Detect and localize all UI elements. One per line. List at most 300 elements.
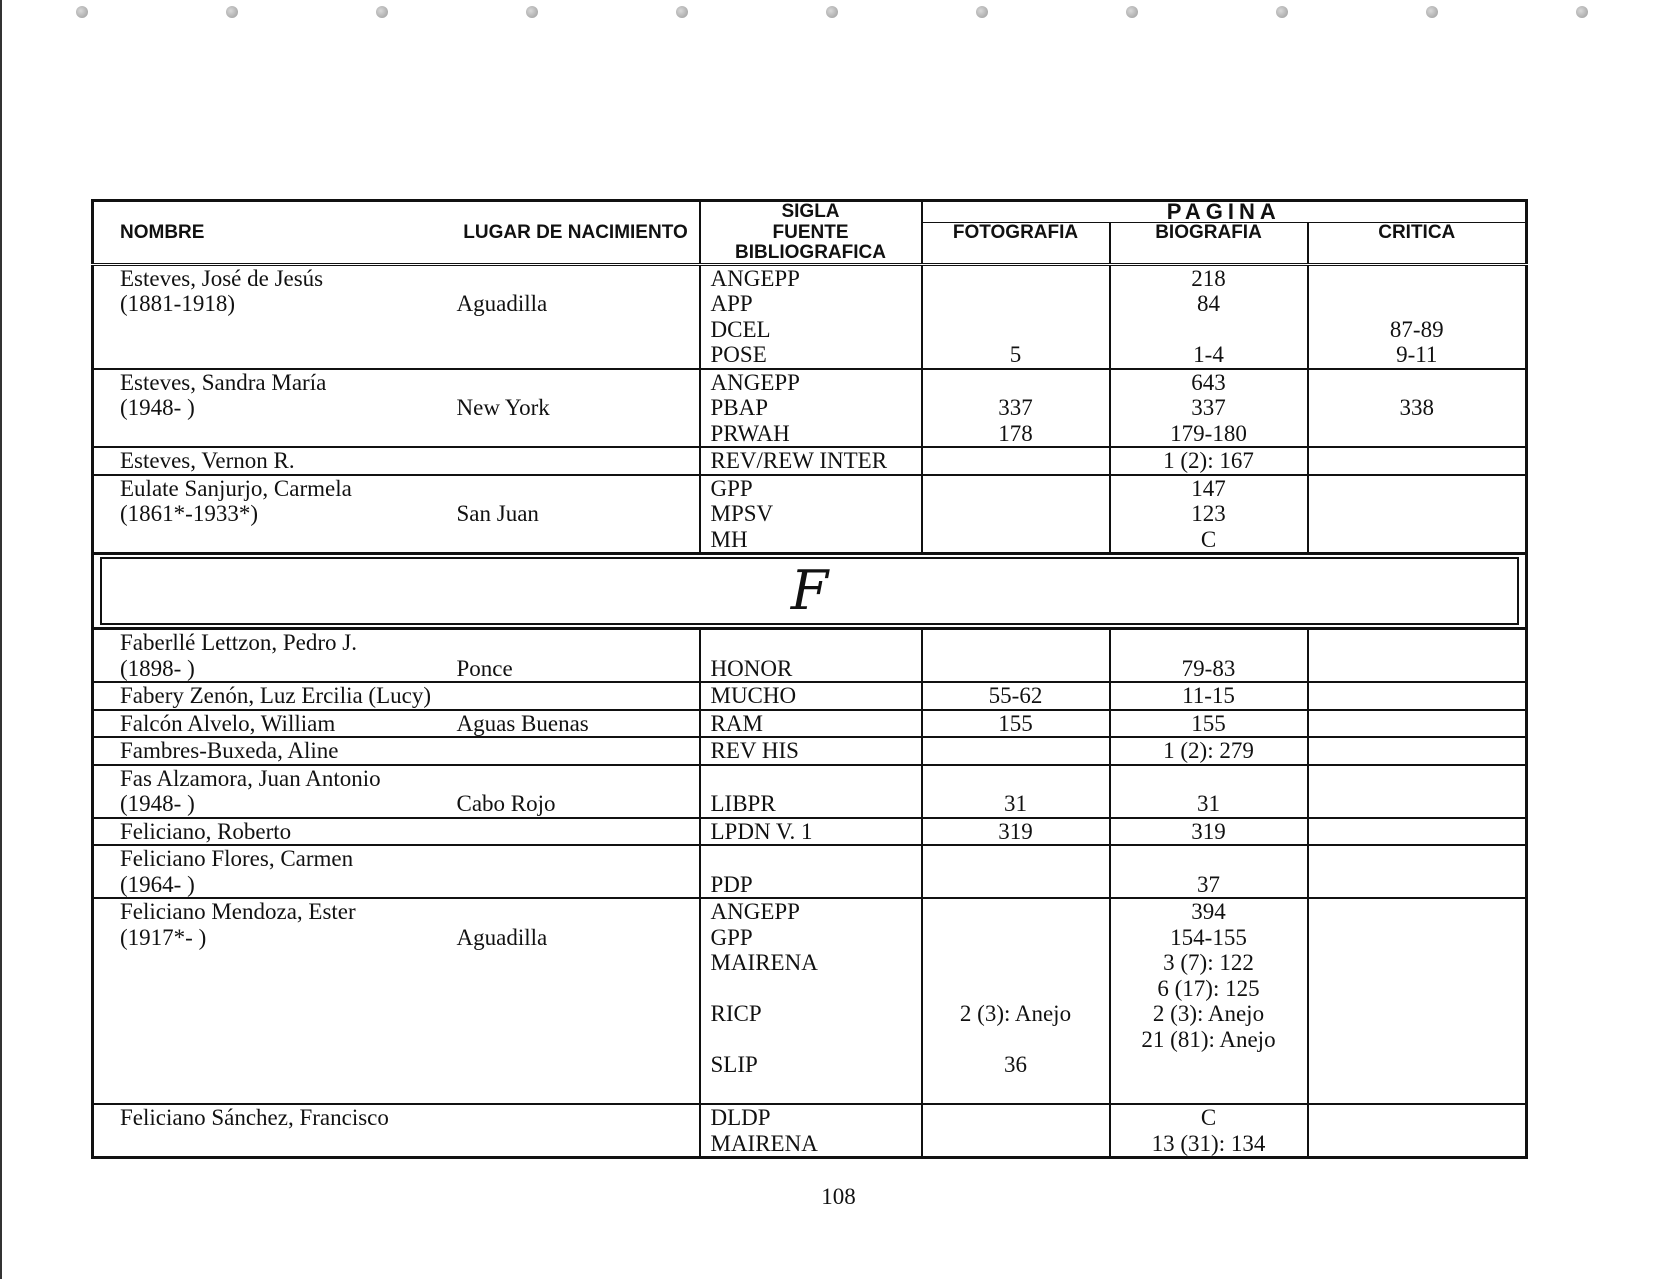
binder-hole: [826, 6, 838, 18]
foto-line: 319: [998, 818, 1033, 844]
bio-line: 2 (3): Anejo: [1152, 1001, 1265, 1026]
critica-line: [1313, 683, 1522, 709]
lugar-line: New York: [456, 395, 550, 420]
foto-line: 155: [998, 710, 1033, 736]
sigla-line: [711, 630, 917, 656]
nombre-line: Fas Alzamora, Juan Antonio: [120, 765, 381, 791]
lugar-line: [457, 342, 695, 368]
table-row: [93, 629, 1527, 683]
sigla-line: [711, 846, 917, 872]
cell-sigla: [700, 447, 922, 475]
cell-bio: [1110, 682, 1308, 710]
critica-line: [1313, 656, 1522, 682]
foto-line: [927, 738, 1105, 764]
cell-foto: [922, 682, 1110, 710]
sigla-line: ANGEPP: [710, 899, 800, 924]
bio-line: 21 (81): Anejo: [1141, 1026, 1276, 1052]
nombre-line: [120, 1027, 449, 1053]
nombre-line: [120, 527, 449, 553]
table-row: [93, 682, 1527, 710]
bio-line: 1-4: [1193, 342, 1224, 367]
sigla-line: REV HIS: [710, 738, 799, 763]
critica-line: [1313, 711, 1522, 737]
nombre-line: Esteves, José de Jesús: [120, 265, 324, 291]
cell-critica: [1308, 1104, 1527, 1158]
critica-line: [1313, 421, 1522, 447]
sigla-line: MUCHO: [710, 683, 797, 708]
cell-bio: [1110, 629, 1308, 683]
cell-foto: [922, 629, 1110, 683]
nombre-line: (1881-1918): [120, 291, 235, 316]
cell-lugar: [453, 629, 700, 683]
sigla-line: REV/REW INTER: [710, 448, 888, 473]
lugar-line: [457, 527, 695, 553]
binder-hole: [1276, 6, 1288, 18]
critica-line: [1313, 1052, 1522, 1078]
lugar-line: [457, 448, 695, 474]
bio-line: 37: [1197, 871, 1220, 897]
nombre-line: Eulate Sanjurjo, Carmela: [120, 475, 352, 501]
table-row: [93, 710, 1527, 738]
foto-line: [927, 1078, 1105, 1104]
sigla-line: MAIRENA: [710, 1130, 818, 1156]
critica-line: [1313, 950, 1522, 976]
binder-hole: [676, 6, 688, 18]
sigla-line: RAM: [710, 710, 763, 736]
bio-line: 6 (17): 125: [1157, 975, 1260, 1001]
foto-line: [927, 266, 1105, 292]
sigla-header: SIGLA: [700, 201, 922, 223]
binder-hole: [76, 6, 88, 18]
binder-hole: [1576, 6, 1588, 18]
foto-line: [927, 950, 1105, 976]
cell-sigla: [700, 818, 922, 846]
cell-nombre: [93, 629, 453, 683]
cell-lugar: [453, 682, 700, 710]
critica-line: [1313, 476, 1522, 502]
critica-line: [1313, 899, 1522, 925]
cell-lugar: [453, 737, 700, 765]
cell-bio: [1110, 845, 1308, 898]
binder-hole: [1126, 6, 1138, 18]
foto-line: [927, 1027, 1105, 1053]
critica-line: [1313, 846, 1522, 872]
cell-nombre: [93, 475, 453, 554]
critica-line: 87-89: [1389, 316, 1444, 342]
cell-critica: [1308, 264, 1527, 369]
lugar-line: [457, 1052, 695, 1078]
nombre-line: [120, 950, 449, 976]
cell-nombre: [93, 765, 453, 818]
binder-hole: [526, 6, 538, 18]
foto-line: [927, 1131, 1105, 1157]
cell-bio: [1110, 264, 1308, 369]
foto-line: [927, 501, 1105, 527]
pagina-header: PAGINA: [922, 201, 1527, 223]
critica-line: 9-11: [1396, 342, 1438, 367]
cell-critica: [1308, 845, 1527, 898]
page-edge-rule: [0, 0, 2, 1279]
foto-line: 337: [998, 395, 1033, 420]
lugar-line: [457, 421, 695, 447]
bio-line: [1115, 1052, 1303, 1078]
cell-nombre: [93, 1104, 453, 1158]
table-row: [93, 898, 1527, 1104]
critica-line: [1313, 1105, 1522, 1131]
critica-line: [1313, 1027, 1522, 1053]
sigla-line: GPP: [710, 475, 753, 501]
sigla-line: DCEL: [710, 316, 771, 342]
critica-line: [1313, 819, 1522, 845]
table-row: [93, 818, 1527, 846]
table-row: [93, 845, 1527, 898]
cell-critica: [1308, 765, 1527, 818]
bio-line: 11-15: [1182, 683, 1235, 708]
foto-line: 2 (3): Anejo: [959, 1001, 1072, 1026]
cell-nombre: [93, 737, 453, 765]
cell-foto: [922, 818, 1110, 846]
sigla-line: DLDP: [710, 1105, 771, 1130]
critica-line: [1313, 872, 1522, 898]
binder-hole: [226, 6, 238, 18]
lugar-line: [457, 1131, 695, 1157]
foto-line: 36: [1004, 1052, 1027, 1077]
cell-sigla: [700, 1104, 922, 1158]
bio-line: 79-83: [1181, 655, 1236, 681]
cell-foto: [922, 898, 1110, 1104]
bio-line: [1115, 630, 1303, 656]
bio-line: 147: [1191, 475, 1226, 501]
nombre-line: [120, 317, 449, 343]
cell-sigla: [700, 765, 922, 818]
cell-nombre: [93, 818, 453, 846]
lugar-line: [457, 846, 695, 872]
nombre-line: [120, 421, 449, 447]
lugar-line: San Juan: [456, 501, 539, 526]
cell-critica: [1308, 629, 1527, 683]
foto-line: 55-62: [988, 683, 1043, 708]
sigla-line: PBAP: [710, 395, 769, 420]
sigla-line: MPSV: [710, 501, 774, 526]
biografia-header: BIOGRAFIA: [1110, 223, 1308, 265]
bio-line: [1115, 317, 1303, 343]
nombre-line: Esteves, Vernon R.: [120, 448, 295, 473]
critica-line: [1313, 370, 1522, 396]
cell-foto: [922, 447, 1110, 475]
foto-line: [927, 630, 1105, 656]
header-row-top: [93, 201, 1527, 223]
critica-line: [1313, 266, 1522, 292]
nombre-line: Feliciano Sánchez, Francisco: [120, 1105, 389, 1130]
sigla-line: PRWAH: [710, 420, 790, 446]
bio-line: 319: [1191, 818, 1226, 844]
nombre-line: [120, 976, 449, 1002]
cell-sigla: [700, 710, 922, 738]
bio-line: [1115, 846, 1303, 872]
cell-nombre: [93, 369, 453, 448]
foto-line: [927, 291, 1105, 317]
lugar-line: [457, 1078, 695, 1104]
bio-line: 218: [1191, 265, 1226, 291]
cell-bio: [1110, 710, 1308, 738]
cell-sigla: [700, 682, 922, 710]
sigla-line: LIBPR: [710, 791, 776, 816]
foto-line: [927, 370, 1105, 396]
cell-sigla: [700, 845, 922, 898]
header-row-bottom: [93, 223, 1527, 265]
critica-line: [1313, 1131, 1522, 1157]
cell-bio: [1110, 737, 1308, 765]
bio-line: 1 (2): 279: [1163, 738, 1254, 763]
cell-sigla: [700, 369, 922, 448]
critica-line: [1313, 1078, 1522, 1104]
cell-sigla: [700, 737, 922, 765]
critica-line: [1313, 527, 1522, 553]
nombre-line: Esteves, Sandra María: [120, 369, 327, 395]
bio-line: 3 (7): 122: [1163, 950, 1254, 975]
sigla-line: [711, 976, 917, 1002]
nombre-line: Fabery Zenón, Luz Ercilia (Lucy): [120, 683, 432, 708]
lugar-line: Ponce: [456, 655, 513, 681]
cell-nombre: [93, 682, 453, 710]
table-row: [93, 475, 1527, 554]
lugar-line: Aguadilla: [456, 291, 548, 316]
critica-line: [1313, 738, 1522, 764]
critica-line: [1313, 630, 1522, 656]
cell-lugar: [453, 710, 700, 738]
critica-line: [1313, 976, 1522, 1002]
section-divider-row: [93, 554, 1527, 629]
page-number: 108: [821, 1184, 856, 1209]
nombre-line: [120, 1078, 449, 1104]
bio-line: 337: [1191, 395, 1226, 420]
critica-line: [1313, 291, 1522, 317]
bio-line: [1115, 766, 1303, 792]
lugar-header: LUGAR DE NACIMIENTO: [453, 223, 700, 265]
foto-line: [927, 527, 1105, 553]
cell-critica: [1308, 818, 1527, 846]
nombre-line: (1861*-1933*): [120, 501, 258, 526]
binder-holes: [0, 0, 1677, 30]
fuente-header: FUENTE BIBLIOGRAFICA: [700, 223, 922, 265]
bio-line: 123: [1191, 501, 1226, 526]
lugar-line: [457, 976, 695, 1002]
nombre-line: [120, 342, 449, 368]
cell-critica: [1308, 898, 1527, 1104]
sigla-line: MAIRENA: [710, 950, 818, 975]
critica-line: [1313, 791, 1522, 817]
sigla-line: SLIP: [710, 1052, 758, 1077]
lugar-line: [457, 266, 695, 292]
lugar-line: [457, 872, 695, 898]
bio-line: 31: [1197, 791, 1220, 816]
sigla-line: APP: [710, 291, 753, 316]
sigla-line: POSE: [710, 342, 767, 367]
cell-foto: [922, 1104, 1110, 1158]
nombre-line: Feliciano Flores, Carmen: [120, 846, 354, 871]
cell-sigla: [700, 475, 922, 554]
cell-lugar: [453, 1104, 700, 1158]
lugar-line: [457, 1027, 695, 1053]
cell-critica: [1308, 682, 1527, 710]
cell-nombre: [93, 845, 453, 898]
nombre-line: Faberllé Lettzon, Pedro J.: [120, 630, 357, 655]
nombre-line: (1948- ): [120, 791, 195, 816]
lugar-line: [457, 1001, 695, 1027]
binder-hole: [1426, 6, 1438, 18]
foto-line: [927, 976, 1105, 1002]
nombre-line: [120, 1131, 449, 1157]
section-letter-box: [100, 557, 1519, 625]
cell-foto: [922, 369, 1110, 448]
foto-line: 31: [1004, 791, 1027, 816]
cell-sigla: [700, 898, 922, 1104]
bio-line: 154-155: [1170, 924, 1247, 950]
lugar-line: [457, 819, 695, 845]
cell-sigla: [700, 264, 922, 369]
lugar-line: Aguas Buenas: [456, 710, 589, 736]
lugar-line: [457, 476, 695, 502]
table-row: [93, 369, 1527, 448]
sigla-line: MH: [710, 526, 748, 552]
lugar-line: [457, 738, 695, 764]
cell-foto: [922, 264, 1110, 369]
foto-line: [927, 925, 1105, 951]
cell-bio: [1110, 475, 1308, 554]
foto-line: [927, 899, 1105, 925]
cell-critica: [1308, 475, 1527, 554]
sigla-line: ANGEPP: [710, 369, 800, 395]
sigla-line: ANGEPP: [710, 265, 800, 291]
cell-bio: [1110, 447, 1308, 475]
cell-critica: [1308, 710, 1527, 738]
bio-line: 13 (31): 134: [1151, 1130, 1266, 1156]
cell-bio: [1110, 1104, 1308, 1158]
table-row: [93, 737, 1527, 765]
sigla-line: [711, 766, 917, 792]
foto-line: [927, 1105, 1105, 1131]
lugar-line: [457, 370, 695, 396]
cell-foto: [922, 765, 1110, 818]
cell-critica: [1308, 737, 1527, 765]
critica-line: [1313, 925, 1522, 951]
sigla-line: PDP: [710, 871, 753, 897]
critica-line: 338: [1399, 395, 1435, 420]
cell-critica: [1308, 369, 1527, 448]
cell-lugar: [453, 475, 700, 554]
sigla-line: RICP: [710, 1001, 762, 1026]
bio-line: [1115, 1078, 1303, 1104]
cell-bio: [1110, 898, 1308, 1104]
bio-line: 155: [1191, 710, 1226, 736]
cell-nombre: [93, 710, 453, 738]
nombre-header: NOMBRE: [93, 223, 453, 265]
cell-foto: [922, 475, 1110, 554]
critica-line: [1313, 1001, 1522, 1027]
bio-line: 179-180: [1170, 420, 1247, 446]
cell-foto: [922, 845, 1110, 898]
foto-line: [927, 317, 1105, 343]
nombre-line: [120, 1052, 449, 1078]
foto-line: [927, 872, 1105, 898]
critica-line: [1313, 501, 1522, 527]
bio-line: C: [1200, 1105, 1217, 1130]
foto-line: [927, 656, 1105, 682]
sigla-line: LPDN V. 1: [710, 818, 813, 844]
sigla-line: [711, 1027, 917, 1053]
foto-line: [927, 448, 1105, 474]
foto-line: [927, 846, 1105, 872]
foto-line: [927, 766, 1105, 792]
bio-line: 1 (2): 167: [1163, 448, 1254, 473]
cell-lugar: [453, 818, 700, 846]
lugar-line: [457, 766, 695, 792]
cell-foto: [922, 710, 1110, 738]
nombre-line: (1948- ): [120, 395, 195, 420]
table-row: [93, 1104, 1527, 1158]
foto-line: 178: [998, 420, 1033, 446]
lugar-line: [457, 317, 695, 343]
cell-nombre: [93, 898, 453, 1104]
cell-lugar: [453, 369, 700, 448]
nombre-line: (1917*- ): [120, 924, 207, 950]
nombre-line: [120, 1001, 449, 1027]
cell-sigla: [700, 629, 922, 683]
binder-hole: [376, 6, 388, 18]
lugar-line: [457, 1105, 695, 1131]
bio-line: 394: [1191, 899, 1226, 924]
binder-hole: [976, 6, 988, 18]
cell-nombre: [93, 264, 453, 369]
sigla-line: GPP: [710, 924, 753, 950]
nombre-line: Feliciano, Roberto: [120, 818, 292, 844]
nombre-line: Feliciano Mendoza, Ester: [120, 899, 356, 924]
section-letter: F: [790, 559, 829, 622]
cell-lugar: [453, 765, 700, 818]
bio-line: C: [1200, 526, 1217, 552]
nombre-line: Fambres-Buxeda, Aline: [120, 738, 339, 763]
nombre-line: (1898- ): [120, 655, 195, 681]
sigla-line: HONOR: [710, 655, 793, 681]
table-row: [93, 264, 1527, 369]
table-row: [93, 447, 1527, 475]
table-row: [93, 765, 1527, 818]
foto-line: 5: [1009, 342, 1022, 367]
lugar-line: Aguadilla: [456, 924, 548, 950]
foto-line: [927, 476, 1105, 502]
cell-bio: [1110, 818, 1308, 846]
bibliography-table: [91, 199, 1528, 1159]
lugar-line: Cabo Rojo: [456, 791, 556, 816]
critica-line: [1313, 766, 1522, 792]
cell-bio: [1110, 369, 1308, 448]
bio-line: 643: [1191, 369, 1226, 395]
lugar-line: [457, 630, 695, 656]
cell-critica: [1308, 447, 1527, 475]
cell-lugar: [453, 845, 700, 898]
critica-line: [1313, 448, 1522, 474]
cell-foto: [922, 737, 1110, 765]
lugar-line: [457, 683, 695, 709]
sigla-line: [711, 1078, 917, 1104]
cell-nombre: [93, 447, 453, 475]
lugar-line: [457, 950, 695, 976]
nombre-line: (1964- ): [120, 871, 195, 897]
cell-lugar: [453, 264, 700, 369]
fotografia-header: FOTOGRAFIA: [922, 223, 1110, 265]
cell-lugar: [453, 898, 700, 1104]
cell-lugar: [453, 447, 700, 475]
